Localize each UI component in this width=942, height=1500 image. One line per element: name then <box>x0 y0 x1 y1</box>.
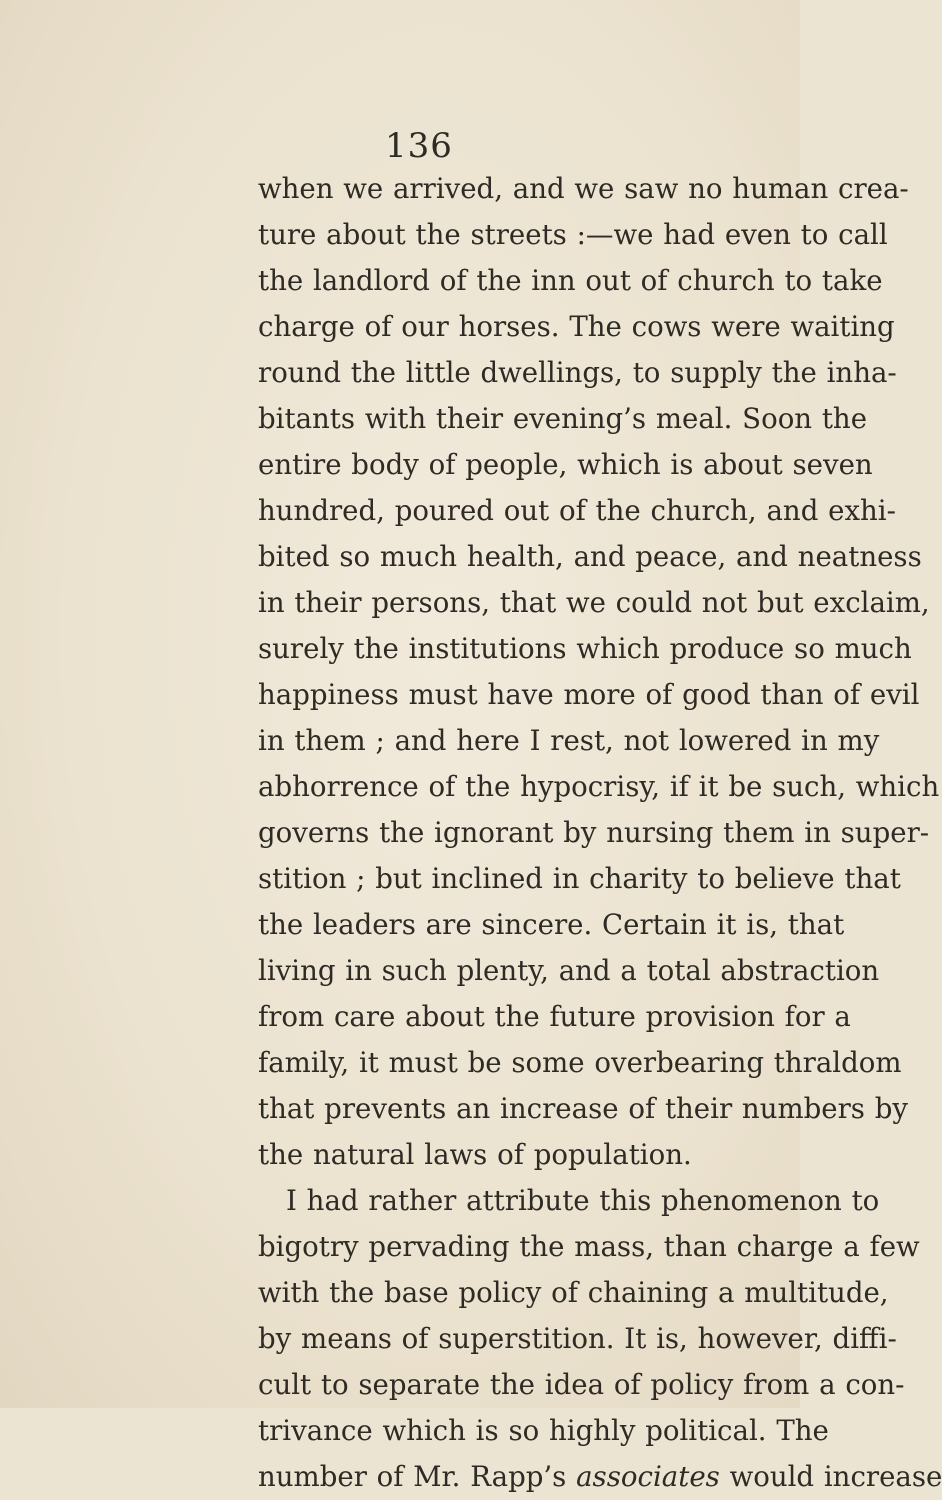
text-line: charge of our horses. The cows were waiting <box>258 310 895 343</box>
text-line: that prevents an increase of their numbers by <box>258 1092 908 1125</box>
text-line: round the little dwellings, to supply the inha- <box>258 356 897 389</box>
text-line: with the base policy of chaining a multitude, <box>258 1276 889 1309</box>
text-line: the leaders are sincere. Certain it is, that <box>258 908 845 941</box>
text-line: living in such plenty, and a total abstraction <box>258 954 880 987</box>
text-line: hundred, poured out of the church, and exhi- <box>258 494 896 527</box>
text-line: stition ; but inclined in charity to believe that <box>258 862 901 895</box>
text-line: surely the institutions which produce so much <box>258 632 912 665</box>
text-line: trivance which is so highly political. The <box>258 1414 829 1447</box>
text-line: bigotry pervading the mass, than charge a few <box>258 1230 920 1263</box>
text-segment: would increase <box>719 1460 942 1493</box>
text-line: entire body of people, which is about seven <box>258 448 873 481</box>
text-line: cult to separate the idea of policy from a con- <box>258 1368 905 1401</box>
text-line: bitants with their evening’s meal. Soon the <box>258 402 868 435</box>
text-line: ture about the streets :—we had even to call <box>258 218 888 251</box>
text-line: bited so much health, and peace, and neatness <box>258 540 922 573</box>
italic-word-associates: associates <box>576 1460 720 1493</box>
text-line: governs the ignorant by nursing them in super- <box>258 816 930 849</box>
text-line: happiness must have more of good than of evil <box>258 678 920 711</box>
paragraph-start-line: I had rather attribute this phenomenon to <box>286 1184 880 1217</box>
text-line-with-italic <box>258 1454 942 1500</box>
text-line: abhorrence of the hypocrisy, if it be such, which <box>258 770 940 803</box>
text-line: when we arrived, and we saw no human crea- <box>258 172 909 205</box>
paragraph-end-line: the natural laws of population. <box>258 1138 692 1171</box>
text-line: by means of superstition. It is, however, diffi- <box>258 1322 897 1355</box>
text-line: from care about the future provision for a <box>258 1000 851 1033</box>
text-line: in them ; and here I rest, not lowered in my <box>258 724 880 757</box>
text-segment: number of Mr. Rapp’s <box>258 1460 577 1493</box>
text-line: family, it must be some overbearing thraldom <box>258 1046 902 1079</box>
text-line: in their persons, that we could not but exclaim, <box>258 586 930 619</box>
text-line: the landlord of the inn out of church to take <box>258 264 883 297</box>
page-number: 136 <box>385 126 453 166</box>
